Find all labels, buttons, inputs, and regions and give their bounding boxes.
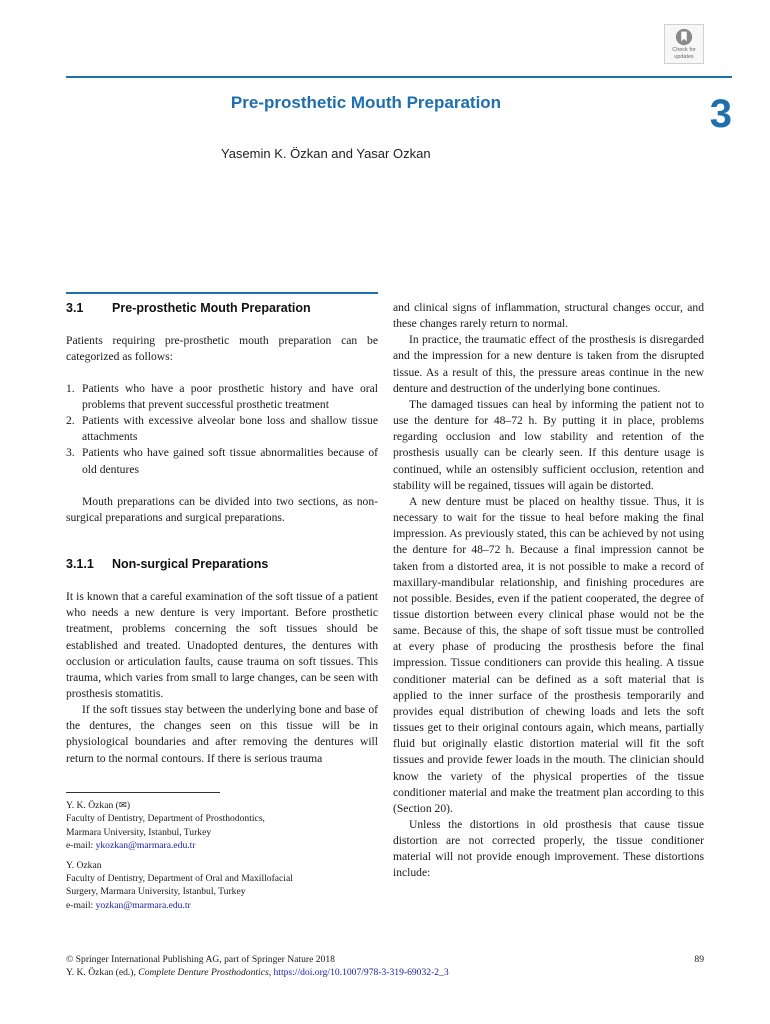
chapter-title: Pre-prosthetic Mouth Preparation <box>230 93 502 112</box>
author-name: Y. K. Özkan (✉) <box>66 800 131 811</box>
section-heading <box>66 300 378 316</box>
list-item <box>66 381 378 413</box>
list-item-text: Patients who have gained soft tissue abnormalities because of old dentures <box>82 446 378 476</box>
chapter-authors: Yasemin K. Özkan and Yasar Ozkan <box>221 146 431 161</box>
author-name: Y. Ozkan <box>66 859 102 871</box>
body-paragraph: A new denture must be placed on healthy tissue. Thus, it is necessary to wait for the tissue to heal before making the final impression. As previously stated, this can be achieved by not using the denture for 48–72 h. Because a final impression cannot be taken from a distorted area, it is not possible to make a record of maxillary-mandibular relationship, and finishing procedures are not possible. Besides, even if the patient cooperated, the degree of tissue distortion between every clinical phase would not be the same. Because of this, the shape of soft tissue must be controlled at every phase of producing the prosthesis before the final impression. Tissue conditioners can provide this healing. A tissue conditioner material can be defined as a soft material that is applied to the inner surface of the prosthesis temporarily and provides equal distribution of chewing loads and lets the soft tissues get to their original contours again, which means, partially fluid but originally elastic distortion material will fit the soft tissues and provide fewer loads in the mouth. The clinician should know the variety of the physical properties of the tissue conditioner material and make the treatment plan according to this (Section 20). <box>393 494 704 815</box>
section-title: Pre-prosthetic Mouth Preparation <box>112 300 311 315</box>
body-paragraph: In practice, the traumatic effect of the prosthesis is disregarded and the impression for a new denture is taken from the disrupted tissue. As a result of this, the pressure areas continue in the new denture and destruction of the underlying bone continues. <box>393 333 704 395</box>
body-paragraph: If the soft tissues stay between the underlying bone and base of the dentures, the changes seen on this tissue will be in physiological boundaries and after removing the dentures will return to the normal contours. If there is serious trauma <box>66 703 378 765</box>
body-paragraph: It is known that a careful examination of the soft tissue of a patient who needs a new denture is very important. Before prosthetic treatment, problems concerning the soft tissues should be established and treated. Unadopted dentures, the dentures with occlusion or articulation faults, cause trauma on soft tissues. This trauma, which varies from small to large changes, can be seen with prosthesis stomatitis. <box>66 590 378 700</box>
left-column <box>66 292 378 911</box>
check-for-updates-badge[interactable] <box>664 24 704 64</box>
after-list-paragraph: Mouth preparations can be divided into two sections, as non-surgical preparations and surgical preparations. <box>66 494 378 524</box>
footnote-rule <box>66 792 220 793</box>
body-paragraph: The damaged tissues can heal by informing the patient not to use the denture for 48–72 h. By putting it in place, problems regarding occlusion and low stability and retention of the prosthesis usually can be clearly seen. If this denture usage is continued, while an ostensibly sufficient occlusion, retention and stability will be regained, tissues will again be distorted. <box>393 397 704 492</box>
chapter-number: 3 <box>709 92 732 136</box>
page-number: 89 <box>694 954 704 965</box>
body-paragraph: Unless the distortions in old prosthesis that cause tissue distortion are not corrected properly, the tissue conditioner material will not provide enough improvement. These distortions include: <box>393 818 704 880</box>
list-item <box>66 413 378 445</box>
list-item-number: 2. <box>66 414 75 428</box>
list-item-text: Patients with excessive alveolar bone loss and shallow tissue attachments <box>82 414 378 444</box>
copyright-line: © Springer International Publishing AG, part of Springer Nature 2018 <box>66 954 335 965</box>
author-affiliation: Marmara University, Istanbul, Turkey <box>66 826 212 838</box>
citation-prefix: Y. K. Özkan (ed.), <box>66 967 139 979</box>
intro-paragraph: Patients requiring pre-prosthetic mouth preparation can be categorized as follows: <box>66 333 378 363</box>
email-label: e-mail: <box>66 840 96 852</box>
subsection-title: Non-surgical Preparations <box>112 557 269 572</box>
section-number: 3.1 <box>66 300 84 315</box>
author-note-2 <box>66 859 378 913</box>
book-title: Complete Denture Prosthodontics <box>138 967 269 979</box>
list-item <box>66 445 378 477</box>
list-item-number: 1. <box>66 381 75 395</box>
author-email-link[interactable]: ykozkan@marmara.edu.tr <box>95 840 196 852</box>
patient-category-list <box>66 381 378 478</box>
author-affiliation: Faculty of Dentistry, Department of Prosthodontics, <box>66 813 265 825</box>
footnotes <box>66 792 378 912</box>
chapter-top-rule <box>66 76 732 78</box>
author-affiliation: Surgery, Marmara University, Istanbul, Turkey <box>66 886 246 898</box>
body-paragraph: and clinical signs of inflammation, structural changes occur, and these changes rarely return to normal. <box>393 301 704 331</box>
right-column <box>393 300 704 882</box>
email-label: e-mail: <box>66 899 96 911</box>
author-email-link[interactable]: yozkan@marmara.edu.tr <box>95 899 191 911</box>
author-affiliation: Faculty of Dentistry, Department of Oral and Maxillofacial <box>66 873 293 885</box>
doi-link[interactable]: https://doi.org/10.1007/978-3-319-69032-2_3 <box>273 967 449 979</box>
subsection-heading <box>66 556 378 572</box>
section-rule <box>66 292 378 294</box>
bookmark-ribbon-icon <box>675 28 693 46</box>
list-item-text: Patients who have a poor prosthetic history and have oral problems that prevent successful prosthetic treatment <box>82 381 378 411</box>
page-footer <box>66 953 704 980</box>
badge-label-line2: updates <box>674 54 694 60</box>
author-note-1 <box>66 799 378 853</box>
citation-separator: , <box>268 967 274 979</box>
list-item-number: 3. <box>66 446 75 460</box>
subsection-number: 3.1.1 <box>66 557 94 572</box>
badge-label-line1: Check for <box>672 47 696 53</box>
citation-line <box>66 966 704 979</box>
